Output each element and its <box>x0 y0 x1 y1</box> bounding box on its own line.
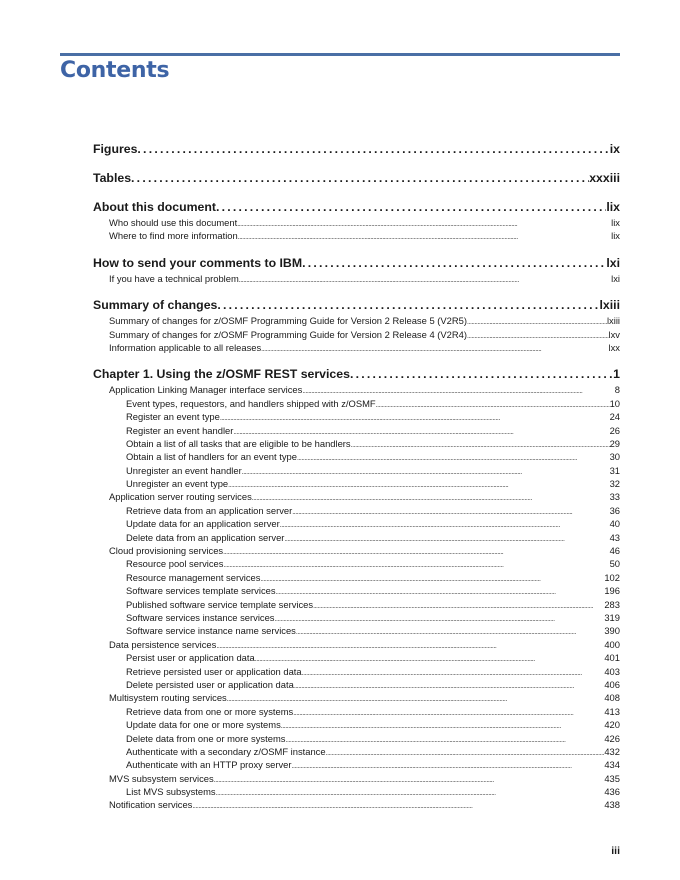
toc-entry-title: Delete data from one or more systems <box>126 732 286 744</box>
toc-entry-title: Software services instance services <box>126 611 275 623</box>
toc-entry[interactable] <box>93 397 620 410</box>
toc-entry-page-number: 406 <box>604 678 620 690</box>
dot-leader <box>238 229 611 244</box>
toc-entry[interactable] <box>93 328 620 341</box>
toc-entry[interactable] <box>93 798 620 811</box>
dot-leader <box>131 169 589 187</box>
toc-entry-page-number: 36 <box>609 504 620 516</box>
toc-entry-title: Where to find more information <box>109 230 238 242</box>
toc-heading-page-number: lxi <box>606 255 620 270</box>
toc-entry-page-number: 390 <box>604 625 620 637</box>
toc-heading-page-number: ix <box>609 142 620 156</box>
toc-entry[interactable] <box>93 651 620 664</box>
toc-entry-title: Who should use this document <box>109 217 238 228</box>
toc-entry-title: Persist user or application data <box>126 652 255 664</box>
toc-entry-page-number: 436 <box>604 786 620 798</box>
page-number: iii <box>611 845 620 857</box>
toc-entry-title: Multisystem routing services <box>109 692 227 704</box>
toc-entry-title: Update data for one or more systems <box>126 719 281 731</box>
toc-heading[interactable] <box>93 140 620 158</box>
toc-section <box>93 169 620 187</box>
toc-entry-title: Summary of changes for z/OSMF Programming Guide for Version 2 Release 5 (V2R5) <box>109 315 467 327</box>
toc-entry-page-number: 8 <box>614 384 620 396</box>
toc-entry-page-number: lxiii <box>606 315 620 327</box>
toc-entry-title: Retrieve data from an application server <box>126 504 293 516</box>
toc-entry[interactable] <box>93 437 620 450</box>
toc-entry-page-number: 102 <box>604 571 620 583</box>
toc-entry-page-number: 319 <box>604 611 620 623</box>
toc-entry-page-number: 438 <box>604 799 620 811</box>
toc-heading-page-number: lix <box>606 200 620 214</box>
toc-entry-page-number: 30 <box>609 451 620 463</box>
toc-entry-title: Unregister an event handler <box>126 464 242 476</box>
toc-entry-title: Cloud provisioning services <box>109 545 224 557</box>
toc-section <box>93 198 620 243</box>
toc-entry-title: Authenticate with an HTTP proxy server <box>126 759 292 771</box>
top-rule <box>60 53 620 56</box>
toc-entry-page-number: 426 <box>604 732 620 744</box>
dot-leader <box>137 140 609 158</box>
toc-heading-title: How to send your comments to IBM <box>93 255 303 270</box>
toc-entry-title: If you have a technical problem <box>109 272 239 284</box>
table-of-contents <box>93 140 620 823</box>
toc-entry-page-number: 434 <box>604 759 620 771</box>
toc-heading-page-number: lxiii <box>599 298 620 313</box>
page-title: Contents <box>60 58 170 83</box>
dot-leader <box>216 198 606 216</box>
toc-entry-page-number: 420 <box>604 719 620 731</box>
toc-entry-page-number: 403 <box>604 665 620 677</box>
toc-entry-page-number: 46 <box>609 545 620 557</box>
toc-entry-page-number: 283 <box>604 598 620 610</box>
toc-heading-title: Chapter 1. Using the z/OSMF REST services <box>93 367 350 382</box>
toc-entry-title: List MVS subsystems <box>126 786 216 798</box>
toc-entry-title: Notification services <box>109 799 193 811</box>
toc-entry-page-number: 26 <box>609 424 620 436</box>
toc-entry-title: Register an event handler <box>126 424 234 436</box>
toc-entry-title: MVS subsystem services <box>109 772 214 784</box>
dot-leader <box>302 254 606 272</box>
toc-entry-title: Update data for an application server <box>126 518 280 530</box>
toc-entry-page-number: lix <box>611 217 620 228</box>
toc-entry[interactable] <box>93 341 620 354</box>
toc-entry[interactable] <box>93 531 620 544</box>
toc-entry-page-number: 435 <box>604 772 620 784</box>
dot-leader <box>261 341 608 356</box>
toc-entry-title: Software services template services <box>126 585 276 597</box>
toc-entry[interactable] <box>93 732 620 745</box>
toc-entry-page-number: 196 <box>604 585 620 597</box>
toc-entry[interactable] <box>93 785 620 798</box>
toc-section <box>93 140 620 158</box>
toc-entry[interactable] <box>93 678 620 691</box>
toc-section <box>93 296 620 354</box>
toc-entry[interactable] <box>93 745 620 758</box>
toc-entry[interactable] <box>93 424 620 437</box>
toc-heading[interactable] <box>93 254 620 272</box>
toc-heading-title: About this document <box>93 200 216 214</box>
dot-leader <box>350 365 613 383</box>
toc-entry[interactable] <box>93 772 620 785</box>
toc-entry-page-number: lxi <box>611 272 620 284</box>
toc-entry[interactable] <box>93 638 620 651</box>
toc-entry-page-number: 33 <box>609 491 620 503</box>
toc-entry-page-number: 400 <box>604 638 620 650</box>
toc-entry-title: Obtain a list of handlers for an event type <box>126 451 297 463</box>
toc-entry-title: Register an event type <box>126 411 220 423</box>
toc-entry[interactable] <box>93 410 620 423</box>
toc-entry-page-number: 24 <box>609 411 620 423</box>
toc-entry[interactable] <box>93 705 620 718</box>
toc-section <box>93 254 620 285</box>
toc-entry[interactable] <box>93 517 620 530</box>
toc-entry-page-number: 31 <box>609 464 620 476</box>
toc-heading-title: Figures <box>93 142 138 156</box>
toc-entry-page-number: lix <box>611 230 620 242</box>
toc-entry-title: Resource management services <box>126 571 261 583</box>
toc-entry-page-number: 432 <box>604 745 620 757</box>
toc-entry[interactable] <box>93 229 620 242</box>
dot-leader <box>192 798 604 813</box>
toc-entry[interactable] <box>93 504 620 517</box>
dot-leader <box>217 296 599 314</box>
toc-entry[interactable] <box>93 544 620 557</box>
toc-entry-title: Authenticate with a secondary z/OSMF instance <box>126 745 326 757</box>
toc-entry-title: Retrieve persisted user or application data <box>126 665 302 677</box>
toc-entry-page-number: 29 <box>609 437 620 449</box>
toc-entry-page-number: 43 <box>609 531 620 543</box>
toc-entry[interactable] <box>93 718 620 731</box>
toc-entry-title: Summary of changes for z/OSMF Programming Guide for Version 2 Release 4 (V2R4) <box>109 328 467 340</box>
toc-entry-page-number: 10 <box>609 397 620 409</box>
toc-entry-title: Event types, requestors, and handlers shipped with z/OSMF <box>126 397 376 409</box>
toc-entry-page-number: 40 <box>609 518 620 530</box>
toc-entry[interactable] <box>93 758 620 771</box>
toc-heading-title: Summary of changes <box>93 298 218 313</box>
toc-entry[interactable] <box>93 216 620 229</box>
toc-heading[interactable] <box>93 296 620 314</box>
toc-entry[interactable] <box>93 598 620 611</box>
toc-entry-title: Unregister an event type <box>126 478 229 490</box>
toc-entry-title: Obtain a list of all tasks that are eligible to be handlers <box>126 437 351 449</box>
toc-heading[interactable] <box>93 365 620 383</box>
toc-entry[interactable] <box>93 665 620 678</box>
toc-entry-title: Resource pool services <box>126 558 224 570</box>
toc-entry-title: Application server routing services <box>109 491 252 503</box>
toc-entry-page-number: 401 <box>604 652 620 664</box>
toc-entry-title: Information applicable to all releases <box>109 341 262 353</box>
toc-entry[interactable] <box>93 584 620 597</box>
toc-entry-title: Published software service template services <box>126 598 314 610</box>
toc-entry[interactable] <box>93 611 620 624</box>
toc-entry-page-number: 32 <box>609 478 620 490</box>
toc-heading-page-number: xxxiii <box>589 171 620 185</box>
toc-entry[interactable] <box>93 571 620 584</box>
toc-entry[interactable] <box>93 272 620 285</box>
toc-entry-title: Application Linking Manager interface services <box>109 384 303 396</box>
toc-heading-page-number: 1 <box>613 367 620 382</box>
toc-entry-page-number: 50 <box>609 558 620 570</box>
toc-entry-title: Retrieve data from one or more systems <box>126 705 294 717</box>
toc-entry[interactable] <box>93 624 620 637</box>
toc-entry-title: Delete data from an application server <box>126 531 285 543</box>
toc-entry-title: Software service instance name services <box>126 625 296 637</box>
toc-section <box>93 365 620 812</box>
toc-entry-page-number: 413 <box>604 705 620 717</box>
toc-entry-page-number: 408 <box>604 692 620 704</box>
toc-entry-page-number: lxv <box>608 328 620 340</box>
toc-heading[interactable] <box>93 169 620 187</box>
toc-entry[interactable] <box>93 314 620 327</box>
toc-entry-title: Data persistence services <box>109 638 217 650</box>
toc-heading-title: Tables <box>93 171 132 185</box>
toc-entry[interactable] <box>93 691 620 704</box>
toc-entry[interactable] <box>93 557 620 570</box>
toc-entry[interactable] <box>93 383 620 396</box>
toc-entry-page-number: lxx <box>608 341 620 353</box>
toc-entry-title: Delete persisted user or application data <box>126 678 294 690</box>
toc-entry[interactable] <box>93 490 620 503</box>
toc-heading[interactable] <box>93 198 620 216</box>
toc-entry[interactable] <box>93 477 620 490</box>
dot-leader <box>239 272 611 287</box>
toc-entry[interactable] <box>93 464 620 477</box>
toc-entry[interactable] <box>93 450 620 463</box>
